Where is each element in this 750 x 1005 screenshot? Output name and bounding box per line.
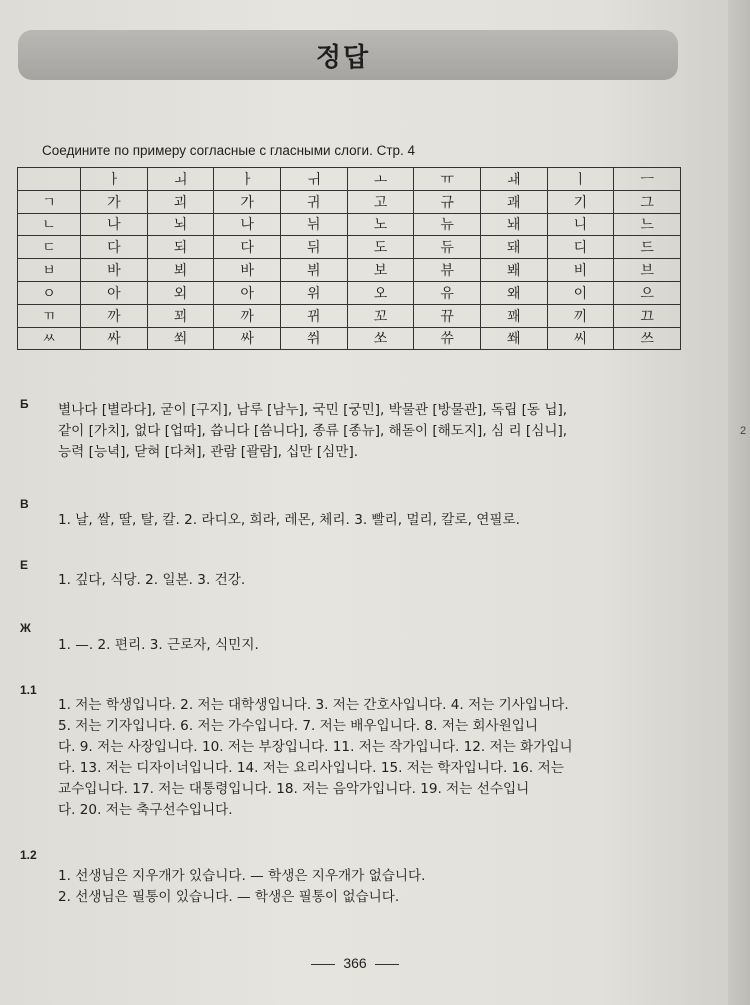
syllable-cell: 노 (347, 213, 414, 236)
syllable-cell: 쓰 (614, 327, 681, 350)
text-line: 2. 선생님은 필통이 있습니다. — 학생은 필통이 없습니다. (58, 889, 400, 905)
page-number: 366 (343, 955, 367, 971)
syllable-cell: 위 (280, 281, 347, 304)
syllable-cell: 끼 (547, 304, 614, 327)
text-line: 별나다 [별라다], 굳이 [구지], 남루 [남누], 국민 [궁민], 박물관 [방물관], 독립 [동 닙], (58, 402, 568, 418)
syllable-cell: 드 (614, 236, 681, 259)
syllable-cell: 쐐 (480, 327, 547, 350)
syllable-cell: 디 (547, 236, 614, 259)
row-consonant-cell: ㄴ (18, 213, 81, 236)
syllable-cell: ㅚ (147, 168, 214, 191)
syllable-cell: 쏘 (347, 327, 414, 350)
section-label-b: Б (20, 397, 29, 411)
syllable-cell: 돼 (480, 236, 547, 259)
syllable-cell: 뒤 (280, 236, 347, 259)
syllable-cell: 뷰 (414, 259, 481, 282)
syllable-cell: 씨 (547, 327, 614, 350)
syllable-cell: 기 (547, 190, 614, 213)
text-line: 1. 날, 쌀, 딸, 탈, 칼. 2. 라디오, 희라, 레몬, 체리. 3. 빨리, 멀리, 칼로, 연필로. (58, 512, 520, 528)
syllable-cell: 니 (547, 213, 614, 236)
syllable-cell: ㅗ (347, 168, 414, 191)
section-label-1-1: 1.1 (20, 683, 37, 697)
section-b-text (58, 400, 688, 463)
syllable-cell: ㅙ (480, 168, 547, 191)
syllable-cell: 뇌 (147, 213, 214, 236)
syllable-cell: 끄 (614, 304, 681, 327)
syllable-cell: 까 (214, 304, 281, 327)
syllable-cell: 나 (214, 213, 281, 236)
syllable-cell: 뵈 (147, 259, 214, 282)
footer-dash-right (375, 964, 399, 965)
section-label-v: В (20, 497, 29, 511)
row-consonant-cell: ㄱ (18, 190, 81, 213)
syllable-cell: 보 (347, 259, 414, 282)
syllable-cell: 비 (547, 259, 614, 282)
row-consonant-cell (18, 168, 81, 191)
syllable-cell: 아 (214, 281, 281, 304)
page-edge (728, 0, 750, 1005)
section-zh-text (58, 635, 688, 656)
syllable-cell: 꽤 (480, 304, 547, 327)
syllable-cell: 싸 (214, 327, 281, 350)
syllable-cell: ㅟ (280, 168, 347, 191)
syllable-cell: 듀 (414, 236, 481, 259)
text-line: 교수입니다. 17. 저는 대통령입니다. 18. 저는 음악가입니다. 19. 저는 선수입니 (58, 781, 530, 797)
syllable-cell: ㅡ (614, 168, 681, 191)
text-line: 1. 저는 학생입니다. 2. 저는 대학생입니다. 3. 저는 간호사입니다. 4. 저는 기사입니다. (58, 697, 569, 713)
syllable-cell: ㅏ (214, 168, 281, 191)
syllable-cell: 왜 (480, 281, 547, 304)
section-v-text (58, 510, 688, 531)
syllable-cell: 쐬 (147, 327, 214, 350)
section-label-1-2: 1.2 (20, 848, 37, 862)
syllable-cell: 도 (347, 236, 414, 259)
syllable-cell: 괘 (480, 190, 547, 213)
syllable-cell: 꼬 (347, 304, 414, 327)
section-1-2-text (58, 866, 688, 908)
page-title: 정답 (315, 42, 371, 73)
syllable-cell: 오 (347, 281, 414, 304)
syllable-cell: 뉴 (414, 213, 481, 236)
syllable-cell: 뀌 (280, 304, 347, 327)
exercise-instruction: Соедините по примеру согласные с гласными слоги. Стр. 4 (42, 143, 416, 158)
page-footer (300, 955, 410, 971)
syllable-cell: 봬 (480, 259, 547, 282)
syllable-cell: 규 (414, 190, 481, 213)
syllable-cell: 괴 (147, 190, 214, 213)
syllable-cell: 싸 (81, 327, 148, 350)
table-row (18, 281, 681, 304)
section-label-zh: Ж (20, 621, 31, 635)
syllable-cell: 바 (214, 259, 281, 282)
syllable-cell: 놰 (480, 213, 547, 236)
text-line: 1. 깊다, 식당. 2. 일본. 3. 건강. (58, 572, 246, 588)
syllable-cell: 유 (414, 281, 481, 304)
syllable-cell: 꾀 (147, 304, 214, 327)
syllable-cell: 다 (214, 236, 281, 259)
table-row (18, 213, 681, 236)
syllable-cell: 가 (214, 190, 281, 213)
row-consonant-cell: ㅇ (18, 281, 81, 304)
syllable-cell: 까 (81, 304, 148, 327)
text-line: 5. 저는 기자입니다. 6. 저는 가수입니다. 7. 저는 배우입니다. 8. 저는 회사원입니 (58, 718, 539, 734)
text-line: 다. 20. 저는 축구선수입니다. (58, 802, 233, 818)
row-consonant-cell: ㅆ (18, 327, 81, 350)
text-line: 능력 [능녁], 닫혀 [다쳐], 관람 [괄람], 십만 [심만]. (58, 444, 359, 460)
syllable-cell: 브 (614, 259, 681, 282)
section-e-text (58, 570, 688, 591)
text-line: 1. —. 2. 편리. 3. 근로자, 식민지. (58, 637, 259, 653)
syllable-cell: 귀 (280, 190, 347, 213)
syllable-cell: 외 (147, 281, 214, 304)
side-margin-mark: 2 (740, 425, 747, 437)
syllable-cell: 되 (147, 236, 214, 259)
syllable-cell: 느 (614, 213, 681, 236)
table-header-row (18, 168, 681, 191)
syllable-cell: 다 (81, 236, 148, 259)
syllable-cell: 뀨 (414, 304, 481, 327)
row-consonant-cell: ㄷ (18, 236, 81, 259)
syllable-cell: 아 (81, 281, 148, 304)
section-1-1-text (58, 695, 688, 821)
title-banner (18, 30, 678, 80)
syllable-cell: 쓔 (414, 327, 481, 350)
syllable-cell: 이 (547, 281, 614, 304)
table-row (18, 259, 681, 282)
syllable-table (17, 167, 681, 350)
row-consonant-cell: ㄲ (18, 304, 81, 327)
syllable-cell: 그 (614, 190, 681, 213)
syllable-cell: ㅠ (414, 168, 481, 191)
table-row (18, 304, 681, 327)
table-row (18, 327, 681, 350)
syllable-cell: 쒸 (280, 327, 347, 350)
footer-dash-left (311, 964, 335, 965)
text-line: 1. 선생님은 지우개가 있습니다. — 학생은 지우개가 없습니다. (58, 868, 426, 884)
text-line: 다. 9. 저는 사장입니다. 10. 저는 부장입니다. 11. 저는 작가입니다. 12. 저는 화가입니 (58, 739, 573, 755)
table-row (18, 190, 681, 213)
table-row (18, 236, 681, 259)
syllable-cell: ㅣ (547, 168, 614, 191)
section-label-e: Е (20, 558, 29, 572)
text-line: 다. 13. 저는 디자이너입니다. 14. 저는 요리사입니다. 15. 저는 학자입니다. 16. 저는 (58, 760, 564, 776)
syllable-cell: 가 (81, 190, 148, 213)
syllable-cell: 나 (81, 213, 148, 236)
syllable-cell: 고 (347, 190, 414, 213)
row-consonant-cell: ㅂ (18, 259, 81, 282)
syllable-cell: 바 (81, 259, 148, 282)
syllable-cell: 으 (614, 281, 681, 304)
text-line: 같이 [가치], 없다 [업따], 씁니다 [씀니다], 종류 [종뉴], 해돋이 [해도지], 심 리 [심니], (58, 423, 568, 439)
syllable-cell: 뷔 (280, 259, 347, 282)
syllable-cell: ㅏ (81, 168, 148, 191)
syllable-cell: 뉘 (280, 213, 347, 236)
